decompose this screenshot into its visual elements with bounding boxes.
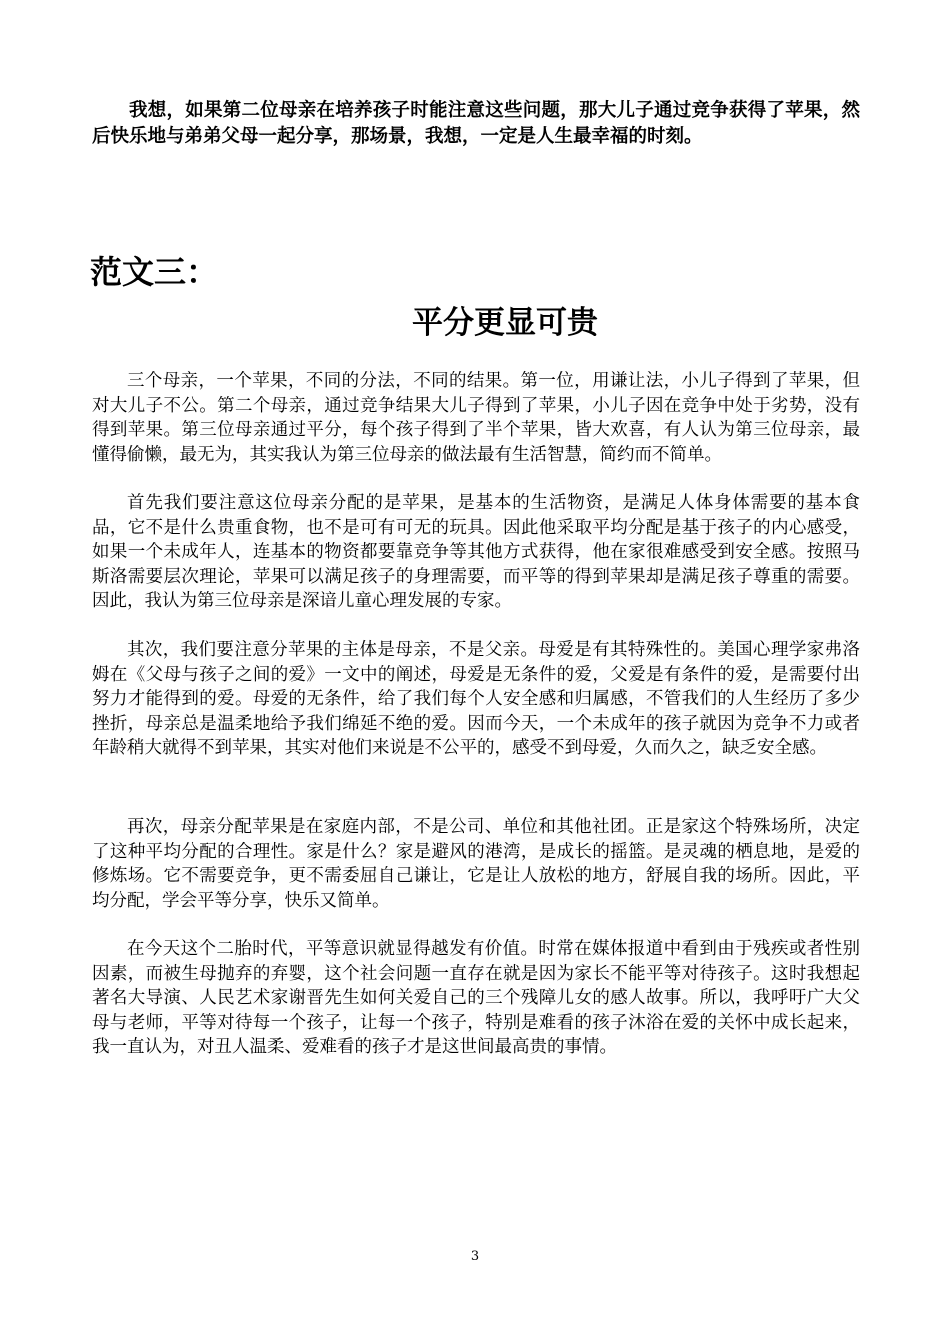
page-number: 3 bbox=[470, 1249, 480, 1264]
essay-title: 平分更显可贵 bbox=[412, 305, 598, 341]
body-paragraph-4: 再次，母亲分配苹果是在家庭内部，不是公司、单位和其他社团。正是家这个特殊场所，决定了这种平均分配的合理性。家是什么？家是避风的港湾，是成长的摇篮。是灵魂的栖息地，是爱的修炼场。它不需要竞争，更不需委屈自己谦让，它是让人放松的地方，舒展自我的场所。因此，平均分配，学会平等分享，快乐又简单。 bbox=[92, 817, 860, 911]
intro-paragraph: 我想，如果第二位母亲在培养孩子时能注意这些问题，那大儿子通过竞争获得了苹果，然后快乐地与弟弟父母一起分享，那场景，我想，一定是人生最幸福的时刻。 bbox=[92, 100, 860, 147]
body-paragraph-1: 三个母亲，一个苹果，不同的分法，不同的结果。第一位，用谦让法，小儿子得到了苹果，但对大儿子不公。第二个母亲，通过竞争结果大儿子得到了苹果，小儿子因在竞争中处于劣势，没有得到苹果。第三位母亲通过平分，每个孩子得到了半个苹果，皆大欢喜，有人认为第三位母亲，最懂得偷懒，最无为，其实我认为第三位母亲的做法最有生活智慧，简约而不简单。 bbox=[92, 371, 860, 465]
body-paragraph-3: 其次，我们要注意分苹果的主体是母亲，不是父亲。母爱是有其特殊性的。美国心理学家弗洛姆在《父母与孩子之间的爱》一文中的阐述，母爱是无条件的爱，父爱是有条件的爱，是需要付出努力才能得到的爱。母爱的无条件，给了我们每个人安全感和归属感，不管我们的人生经历了多少挫折，母亲总是温柔地给予我们绵延不绝的爱。因而今天，一个未成年的孩子就因为竞争不力或者年龄稍大就得不到苹果，其实对他们来说是不公平的，感受不到母爱，久而久之，缺乏安全感。 bbox=[92, 640, 860, 759]
section-heading: 范文三： bbox=[90, 253, 219, 291]
body-paragraph-5: 在今天这个二胎时代，平等意识就显得越发有价值。时常在媒体报道中看到由于残疾或者性别因素，而被生母抛弃的弃婴，这个社会问题一直存在就是因为家长不能平等对待孩子。这时我想起著名大导演、人民艺术家谢晋先生如何关爱自己的三个残障儿女的感人故事。所以，我呼吁广大父母与老师，平等对待每一个孩子，让每一个孩子，特别是难看的孩子沐浴在爱的关怀中成长起来，我一直认为，对丑人温柔、爱难看的孩子才是这世间最高贵的事情。 bbox=[92, 939, 860, 1058]
body-paragraph-2: 首先我们要注意这位母亲分配的是苹果，是基本的生活物资，是满足人体身体需要的基本食品，它不是什么贵重食物，也不是可有可无的玩具。因此他采取平均分配是基于孩子的内心感受，如果一个未成年人，连基本的物资都要靠竞争等其他方式获得，他在家很难感受到安全感。按照马斯洛需要层次理论，苹果可以满足孩子的身理需要，而平等的得到苹果却是满足孩子尊重的需要。因此，我认为第三位母亲是深谙儿童心理发展的专家。 bbox=[92, 493, 860, 612]
